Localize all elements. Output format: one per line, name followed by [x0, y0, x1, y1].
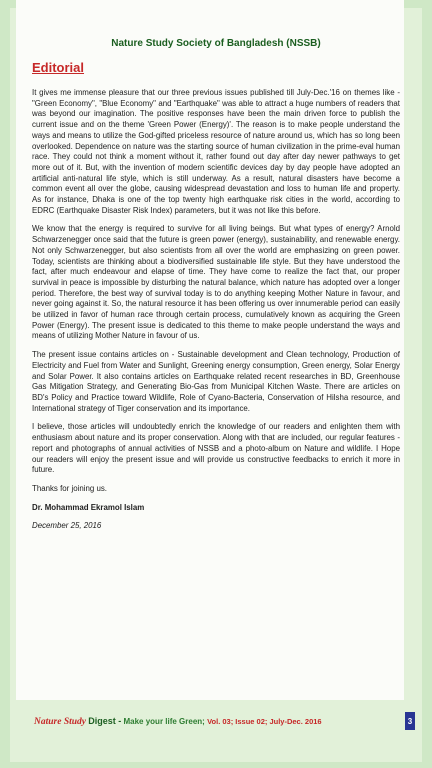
- page-footer: [34, 716, 414, 730]
- author-date: December 25, 2016: [32, 521, 102, 531]
- page-number: 3: [405, 712, 415, 730]
- paragraph: It gives me immense pleasure that our three previous issues published till July-Dec.'16 on themes like - "Green Economy", "Blue Economy" and "Earthquake" was able to attract a huge numbers of readers that was beyond our imagination. The positive responses have been the main driven force to publish the current issue and on the theme 'Green Power (Energy)'. The reason is to make people understand the ways and means to utilize the God-gifted priceless resource of nature around us, which has so long been overlooked. Dependence on nature was the starting source of human civilization in the prime-eval human race. They could not think a moment without it, rather found out day after day newer pathways to get more out of it. But, with the invention of modern scientific devices day by day people have adopted an artificial anti-natural life style, which is still underway. As a result, natural disasters have become a common event all over the globe, causing widespread devastation and loss to human life and property. As for instance, Dhaka is one of the top twenty high earthquake risk cities in the world, according to EDRC (Earthquake Disaster Risk Index) parameters, but it was not like this before.: [32, 88, 400, 215]
- page-title: Editorial: [32, 60, 85, 75]
- magazine-name: Nature Study: [34, 717, 86, 727]
- paragraph: We know that the energy is required to survive for all living beings. But what types of energy? Arnold Schwarzenegger once said that the future is green power (energy), sustainability, and renewable energy. Not only Schwarzenegger, but also scientists from all over the world are emphasizing on green power. Today, scientists are thinking about a biodiversified sustainable life style. But they have understood the fact, after much endeavour and elapse of time. They have come to realize the fact that, our proper survival in peace is impossible by disturbing the natural balance, which nature has adopted over a longer period. Therefore, the best way of survival today is to do anything keeping Mother Nature in favour, and never going against it. So, the natural resource it has been offering us over innumerable period can easily be utilized in favor of human race through certain process, cumulatively known as acquiring the Green Power (Energy). The present issue is dedicated to this theme to make people understand the ways and means of utilizing Mother Nature in favour of us.: [32, 224, 400, 341]
- paragraph: I believe, those articles will undoubtedly enrich the knowledge of our readers and enlighten them with enthusiasm about nature and its proper conservation. Along with that are included, our regular features - report and photographs of annual activities of NSSB and a photo-album on Nature and wildlife. I Hope our readers will enjoy the present issue and will provide us constructive feedbacks to enrich it more in future.: [32, 422, 400, 475]
- author-name: Dr. Mohammad Ekramol Islam: [32, 502, 145, 512]
- editorial-body: [32, 88, 400, 540]
- society-header: Nature Study Society of Bangladesh (NSSB): [111, 38, 321, 49]
- tagline: Make your life Green;: [123, 717, 205, 726]
- paragraph: The present issue contains articles on - Sustainable development and Clean technology, Production of Electricity and Fuel from Water and Sunlight, Greening energy consumption, Green energy, Solar Energy and Solar Power. It also contains articles on Earthquake related recent researches in BD, Greenhouse Gas Mitigation Strategy, and Generating Bio-Gas from Municipal Kitchen Waste. There are articles on BD's Policy and Practice toward Wildlife, Role of Cyano-Bacteria, Conservation of Hilsha resource, and International strategy of Tiger conservation and its importance.: [32, 350, 400, 413]
- digest-label: Digest -: [88, 716, 122, 726]
- paragraph: Thanks for joining us.: [32, 483, 107, 493]
- volume-info: Vol. 03; Issue 02; July-Dec. 2016: [207, 717, 322, 726]
